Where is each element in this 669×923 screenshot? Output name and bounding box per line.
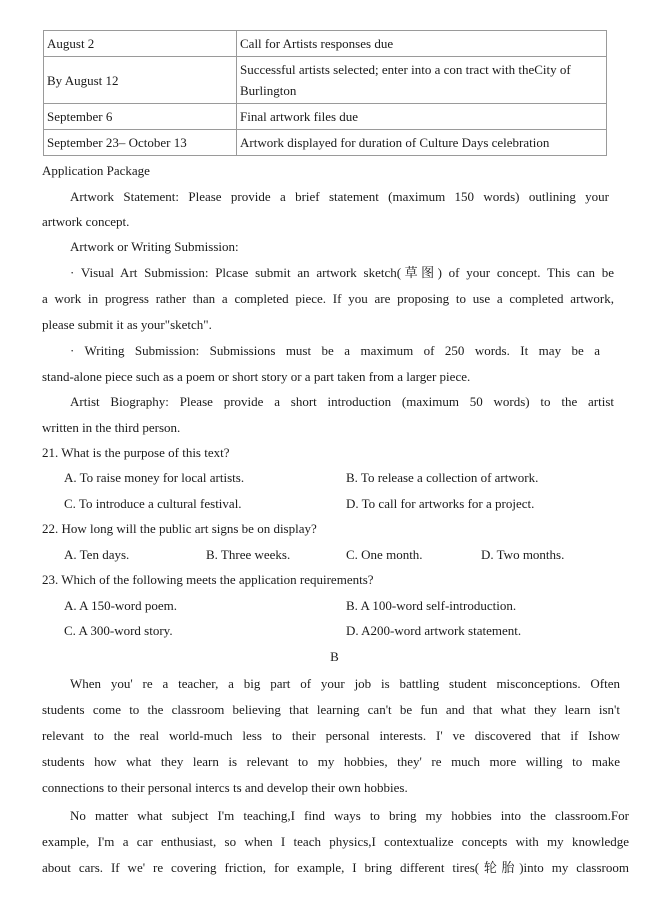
answer-option: C. To introduce a cultural festival. bbox=[64, 496, 242, 511]
schedule-table bbox=[43, 30, 607, 156]
statement-line: artwork concept. bbox=[42, 214, 130, 229]
answer-option: B. To release a collection of artwork. bbox=[346, 470, 539, 485]
question-stem: 21. What is the purpose of this text? bbox=[42, 445, 230, 460]
schedule-event: Final artwork files due bbox=[237, 104, 607, 130]
answer-option: B. Three weeks. bbox=[206, 547, 291, 562]
visual-submission-line: a work in progress rather than a completed piece. If you are proposing to use a completed artwork, bbox=[42, 291, 614, 306]
writing-submission-line: · Writing Submission: Submissions must be a maximum of 250 words. It may be a bbox=[70, 343, 600, 358]
table-row bbox=[44, 31, 607, 57]
schedule-event: Call for Artists responses due bbox=[237, 31, 607, 57]
answer-option: A. A 150-word poem. bbox=[64, 598, 178, 613]
section-label: B bbox=[330, 649, 339, 664]
answer-option: A. To raise money for local artists. bbox=[64, 470, 245, 485]
passage-line: connections to their personal intercs ts and develop their own hobbies. bbox=[42, 780, 408, 795]
passage-line: students how what they learn is relevant to my hobbies, they' re much more willing to make bbox=[42, 754, 620, 769]
schedule-date: By August 12 bbox=[44, 57, 237, 104]
passage-line: No matter what subject I'm teaching,I find ways to bring my hobbies into the classroom.For bbox=[70, 808, 629, 823]
biography-line: Artist Biography: Please provide a short introduction (maximum 50 words) to the artist bbox=[70, 394, 614, 409]
answer-option: D. A200-word artwork statement. bbox=[346, 623, 522, 638]
visual-submission-line: please submit it as your"sketch". bbox=[42, 317, 212, 332]
passage-line: When you' re a teacher, a big part of your job is battling student misconceptions. Often bbox=[70, 676, 620, 691]
table-row bbox=[44, 57, 607, 104]
passage-line: students come to the classroom believing that learning can't be fun and that what they learn isn't bbox=[42, 702, 620, 717]
answer-option: C. A 300-word story. bbox=[64, 623, 173, 638]
question-stem: 22. How long will the public art signs be on display? bbox=[42, 521, 317, 536]
application-heading: Application Package bbox=[42, 163, 150, 178]
answer-option: A. Ten days. bbox=[64, 547, 130, 562]
submission-heading: Artwork or Writing Submission: bbox=[70, 239, 239, 254]
passage-line: example, I'm a car enthusiast, so when I teach physics,I contextualize concepts with my knowledge bbox=[42, 834, 629, 849]
schedule-date: August 2 bbox=[44, 31, 237, 57]
table-row bbox=[44, 104, 607, 130]
answer-option: C. One month. bbox=[346, 547, 423, 562]
answer-option: D. Two months. bbox=[481, 547, 565, 562]
question-stem: 23. Which of the following meets the application requirements? bbox=[42, 572, 374, 587]
schedule-date: September 6 bbox=[44, 104, 237, 130]
biography-line: written in the third person. bbox=[42, 420, 181, 435]
schedule-event: Artwork displayed for duration of Culture Days celebration bbox=[237, 130, 607, 156]
answer-option: B. A 100-word self-introduction. bbox=[346, 598, 517, 613]
statement-line: Artwork Statement: Please provide a brief statement (maximum 150 words) outlining your bbox=[70, 189, 609, 204]
writing-submission-line: stand-alone piece such as a poem or short story or a part taken from a larger piece. bbox=[42, 369, 471, 384]
schedule-date: September 23– October 13 bbox=[44, 130, 237, 156]
schedule-event: Successful artists selected; enter into a con tract with theCity of Burlington bbox=[237, 57, 607, 104]
answer-option: D. To call for artworks for a project. bbox=[346, 496, 535, 511]
passage-line: relevant to the real world-much less to their personal interests. I' ve discovered that if Ishow bbox=[42, 728, 620, 743]
visual-submission-line: · Visual Art Submission: Plcase submit an artwork sketch(草图) of your concept. This can be bbox=[70, 265, 614, 280]
table-row bbox=[44, 130, 607, 156]
passage-line: about cars. If we' re covering friction, for example, I bring different tires(轮胎)into my classroom bbox=[42, 860, 629, 875]
